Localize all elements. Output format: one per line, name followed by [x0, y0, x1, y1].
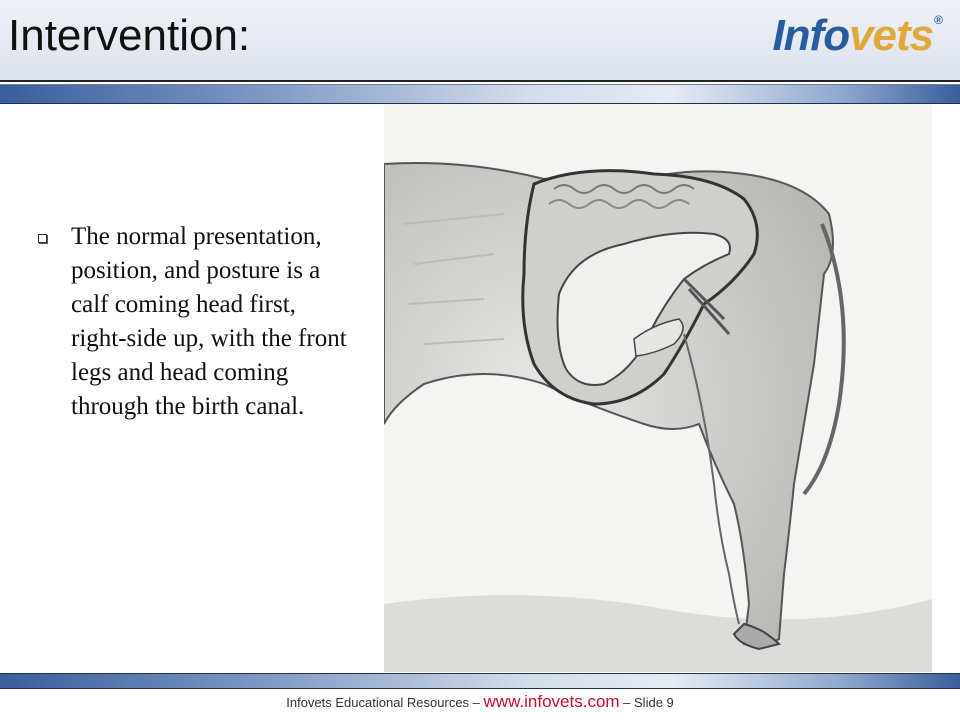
- logo-part-vets: vets: [849, 11, 934, 60]
- footer-suffix: – Slide 9: [619, 695, 674, 710]
- ground-shadow: [384, 595, 932, 672]
- calf-birth-illustration: [384, 104, 932, 672]
- footer-gradient-band: [0, 673, 960, 689]
- logo-part-info: Info: [772, 11, 850, 60]
- slide-header: [0, 0, 960, 80]
- bullet-item-text: The normal presentation, position, and posture is a calf coming head first, right-side up, with the front legs and head coming through the birth canal.: [71, 223, 347, 420]
- cow-anatomy-drawing: [384, 104, 932, 672]
- footer-prefix: Infovets Educational Resources –: [286, 695, 484, 710]
- slide-title: Intervention:: [8, 11, 251, 60]
- checkbox-bullet-icon: [38, 234, 47, 243]
- bullet-list: [38, 220, 348, 424]
- infovets-logo: [772, 11, 942, 60]
- header-divider-line: [0, 80, 960, 82]
- footer-url-link[interactable]: www.infovets.com: [483, 692, 620, 711]
- slide-footer: [0, 692, 960, 712]
- logo-registered-mark: ®: [934, 13, 942, 27]
- header-gradient-band: [0, 84, 960, 104]
